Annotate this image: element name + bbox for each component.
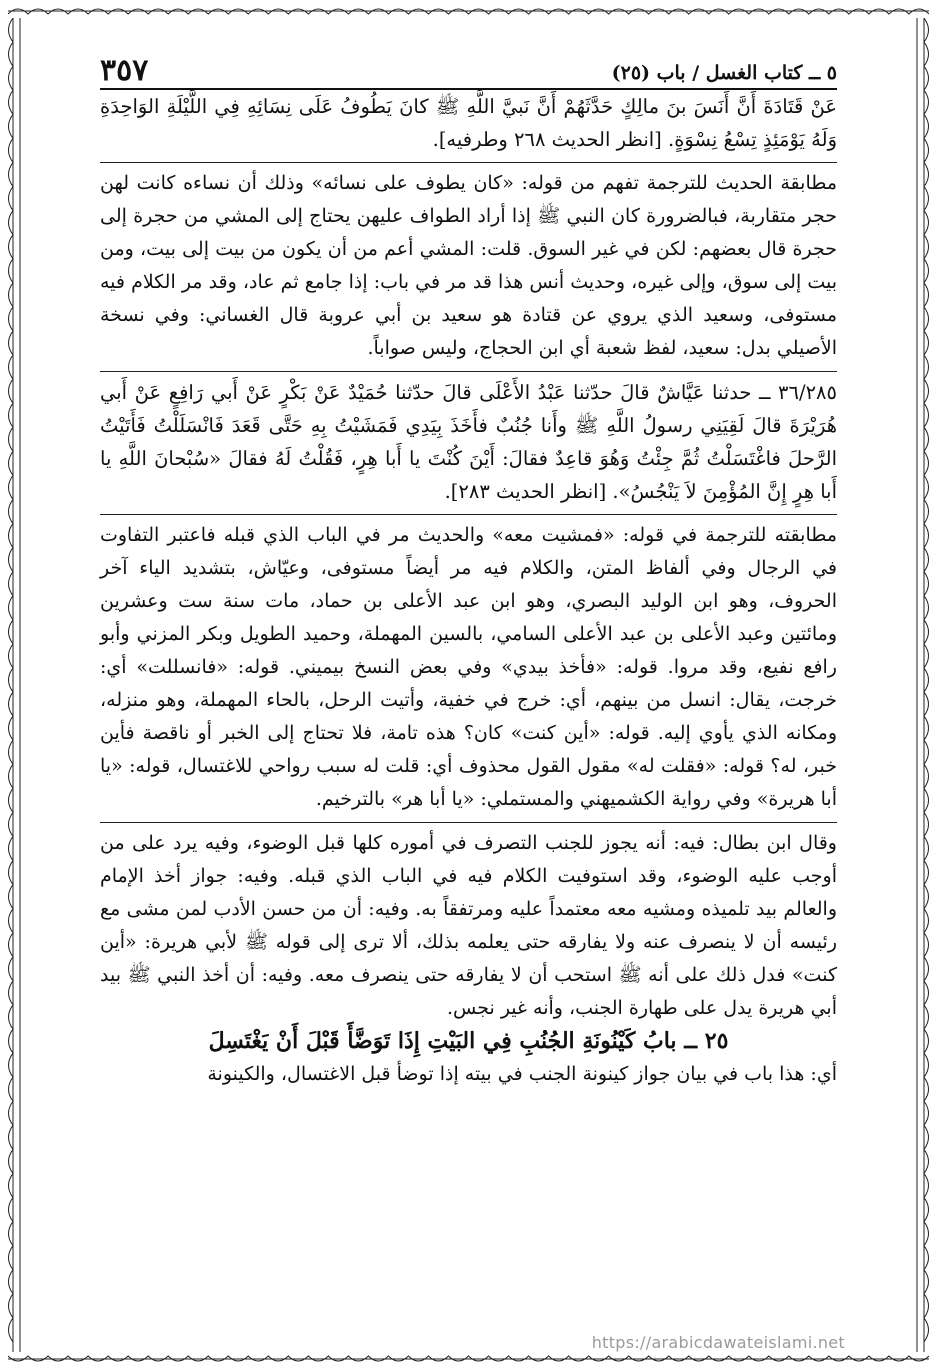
commentary-paragraph: وقال ابن بطال: فيه: أنه يجوز للجنب التصرف في أموره كلها قبل الوضوء، وفيه يرد على من أوجب عليه الوضوء، وقد استوفيت الكلام فيه في الباب الذي قبله. وفيه: جواز أخذ الإمام والعالم بيد تلميذه ومشيه معه معتمداً عليه ومرتفقاً به. وفيه: أن من حسن الأدب لمن مشى مع رئيسه أن لا ينصرف عنه ولا يفارقه حتى يعلمه بذلك، ألا ترى إلى قوله ﷺ لأبي هريرة: «أين كنت» فدل ذلك على أنه ﷺ استحب أن لا يفارقه حتى ينصرف معه. وفيه: أن أخذ النبي ﷺ بيد أبي هريرة يدل على طهارة الجنب، وأنه غير نجس. [100,832,837,1019]
page-number: ٣٥٧ [100,53,149,88]
section-divider [100,162,837,163]
watermark-url: https://arabicdawateislami.net [591,1333,845,1352]
chapter-explanation: أي: هذا باب في بيان جواز كينونة الجنب في بيته إذا توضأ قبل الاغتسال، والكينونة [207,1063,837,1085]
hadith-reference: [انظر الحديث ٢٨٣]. [444,480,607,503]
section-divider [100,822,837,823]
section-divider [100,514,837,515]
page-body [100,90,837,1091]
chapter-heading: ٢٥ ــ بابُ كَيْنُونَةِ الجُنُبِ فِي البَيْتِ إِذَا تَوَضَّأَ قَبْلَ أَنْ يَغْتَسِلَ [208,1028,729,1054]
left-border-ornament [2,18,24,1352]
hadith-text [100,90,837,156]
hadith-matn: عَنْ قَتَادَةَ أَنَّ أَنَسَ بنَ مالِكٍ حَدَّثَهُمْ أَنَّ نَبيَّ اللَّهِ ﷺ كانَ يَطُوفُ عَلَى نِسَائِهِ فِي اللَّيْلَةِ الوَاحِدَةِ وَلَهُ يَوْمَئِذٍ تِسْعُ نِسْوَةٍ. [100,95,837,151]
hadith-text [100,376,837,508]
bottom-border-ornament [8,1352,929,1366]
commentary-paragraph: مطابقة الحديث للترجمة تفهم من قوله: «كان يطوف على نسائه» وذلك أن نساءه كانت لهن حجر متقاربة، فبالضرورة كان النبي ﷺ إذا أراد الطواف عليهن يحتاج إلى المشي من حجرة إلى حجرة قال بعضهم: لكن في غير السوق. قلت: المشي أعم من أن يكون من بيت إلى بيت، ومن بيت إلى سوق، وإلى غيره، وحديث أنس هذا قد مر في باب: إذا جامع ثم عاد، وقد مر الكلام فيه مستوفى، وسعيد الذي يروي عن قتادة هو سعيد بن أبي عروبة قال الغساني: وفي نسخة الأصيلي بدل: سعيد، لفظ شعبة أي ابن الحجاج، وليس صواباً. [100,172,837,359]
book-page [100,48,837,1342]
right-border-ornament [913,18,935,1352]
section-divider [100,371,837,372]
hadith-reference: [انظر الحديث ٢٦٨ وطرفيه]. [432,128,662,151]
commentary-paragraph: مطابقته للترجمة في قوله: «فمشيت معه» والحديث مر في الباب الذي قبله فاعتبر التفاوت في الرجال وفي ألفاظ المتن، والكلام فيه مر أيضاً مستوفى، وعيّاش، بتشديد الياء آخر الحروف، وهو ابن الوليد البصري، وهو ابن عبد الأعلى بن حماد، مات سنة ست وعشرين ومائتين وعبد الأعلى بن عبد الأعلى السامي، بالسين المهملة، وحميد الطويل وبكر المزني وأبو رافع نفيع، وقد مروا. قوله: «فأخذ بيدي» وفي بعض النسخ بيميني. قوله: «فانسللت» أي: خرجت، يقال: انسل من بينهم، أي: خرج في خفية، وأتيت الرحل، بالحاء المهملة، وهو منزله، ومكانه الذي يأوي إليه. قوله: «أين كنت» كان؟ هذه تامة، فلا تحتاج إلى الخبر أو ناقصة فأين خبر، له؟ قوله: «فقلت له» مقول القول محذوف أي: قلت له سبب رواحي للاغتسال، قوله: «يا أبا هريرة» وفي رواية الكشميهني والمستملي: «يا أبا هر» بالترخيم. [100,524,837,810]
running-head: ٥ ــ كتاب الغسل / باب (٢٥) [611,62,837,84]
hadith-matn: ٣٦/٢٨٥ ــ حدثنا عَيَّاشٌ قالَ حدّثنا عَبْدُ الأَعْلَى قالَ حدّثنا حُمَيْدٌ عَنْ بَكْرٍ عَنْ أَبي رَافِعٍ عَنْ أَبي هُرَيْرَةَ قالَ لَقِيَنِي رسولُ اللَّهِ ﷺ وأَنا جُنُبٌ فأَخَذَ بِيَدِي فَمَشَيْتُ بِهِ حَتَّى قَعَدَ فَانْسَلَلْتُ فَأَتَيْتُ الرَّحلَ فاغْتَسَلْتُ ثُمَّ جِئْتُ وَهُوَ قاعِدٌ فقالَ: أَيْنَ كُنْتَ يا أَبا هِرٍ، فَقُلْتُ لَهُ فقالَ «سُبْحانَ اللَّهِ يا أَبا هِرٍ إِنَّ المُؤْمِنَ لاَ يَنْجُسُ». [100,381,837,503]
top-border-ornament [8,4,929,18]
page-header [100,48,837,90]
